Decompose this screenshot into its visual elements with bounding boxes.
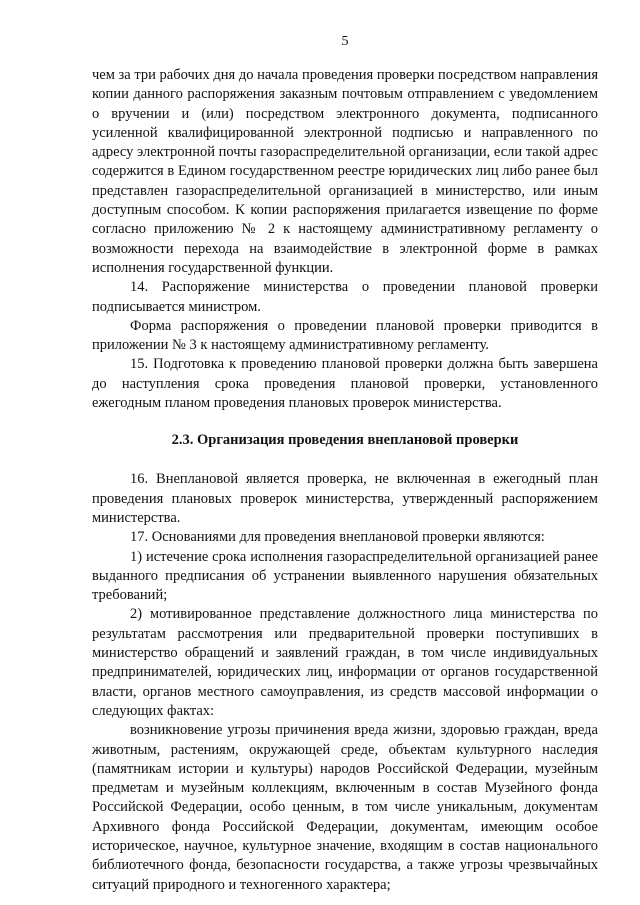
paragraph-17-item-1: 1) истечение срока исполнения газораспределительной организацией ранее выданного предписания об устранении выявленного нарушения обязательных требований; [92, 548, 598, 604]
paragraph-15: 15. Подготовка к проведению плановой проверки должна быть завершена до наступления срока проведения плановой проверки, установленного ежегодным планом проведения плановых проверок министерства. [92, 356, 598, 412]
paragraph-form-note: Форма распоряжения о проведении плановой проверки приводится в приложении № 3 к настоящему административному регламенту. [92, 317, 598, 354]
paragraph-14: 14. Распоряжение министерства о проведении плановой проверки подписывается министром. [92, 279, 598, 315]
section-after [92, 470, 598, 895]
document-page [92, 34, 598, 895]
page-number: 5 [341, 34, 349, 49]
paragraph-17-item-2: 2) мотивированное представление должностного лица министерства по результатам рассмотрения или предварительной проверки поступивших в министерство обращений и заявлений граждан, в том числе индивидуальных предпринимателей, юридических лиц, информации от органов государственной власти, органов местного самоуправления, из средств массовой информации о следующих фактах: [92, 606, 598, 719]
paragraph-17: 17. Основаниями для проведения внеплановой проверки являются: [130, 529, 545, 546]
section-heading: 2.3. Организация проведения внеплановой проверки [171, 432, 519, 449]
paragraph-continuation: чем за три рабочих дня до начала проведения проверки посредством направления копии данного распоряжения заказным почтовым отправлением с уведомлением о вручении и (или) посредством электронного документа, подписанного усиленной квалифицированной электронной подписью и направленного по адресу электронной почты газораспределительной организации, если такой адрес содержится в Едином государственном реестре юридических лиц либо ранее был представлен газораспределительной организацией в министерство, или иным доступным способом. К копии распоряжения прилагается извещение по форме согласно приложению № 2 к настоящему административному регламенту о возможности перехода на взаимодействие в электронной форме в рамках исполнения государственной функции. [92, 67, 598, 276]
section-before [92, 66, 598, 413]
paragraph-threat-facts: возникновение угрозы причинения вреда жизни, здоровью граждан, вреда животным, растениям, окружающей среде, объектам культурного наследия (памятникам истории и культуры) народов Российской Федерации, музейным предметам и музейным коллекциям, включенным в состав Музейного фонда Российской Федерации, особо ценным, в том числе уникальным, документам Архивного фонда Российской Федерации, документам, имеющим особое историческое, научное, культурное значение, входящим в состав национального библиотечного фонда, безопасности государства, а также угрозы чрезвычайных ситуаций природного и техногенного характера; [92, 722, 598, 893]
paragraph-16: 16. Внеплановой является проверка, не включенная в ежегодный план проведения плановых проверок министерства, утвержденный распоряжением министерства. [92, 471, 598, 526]
